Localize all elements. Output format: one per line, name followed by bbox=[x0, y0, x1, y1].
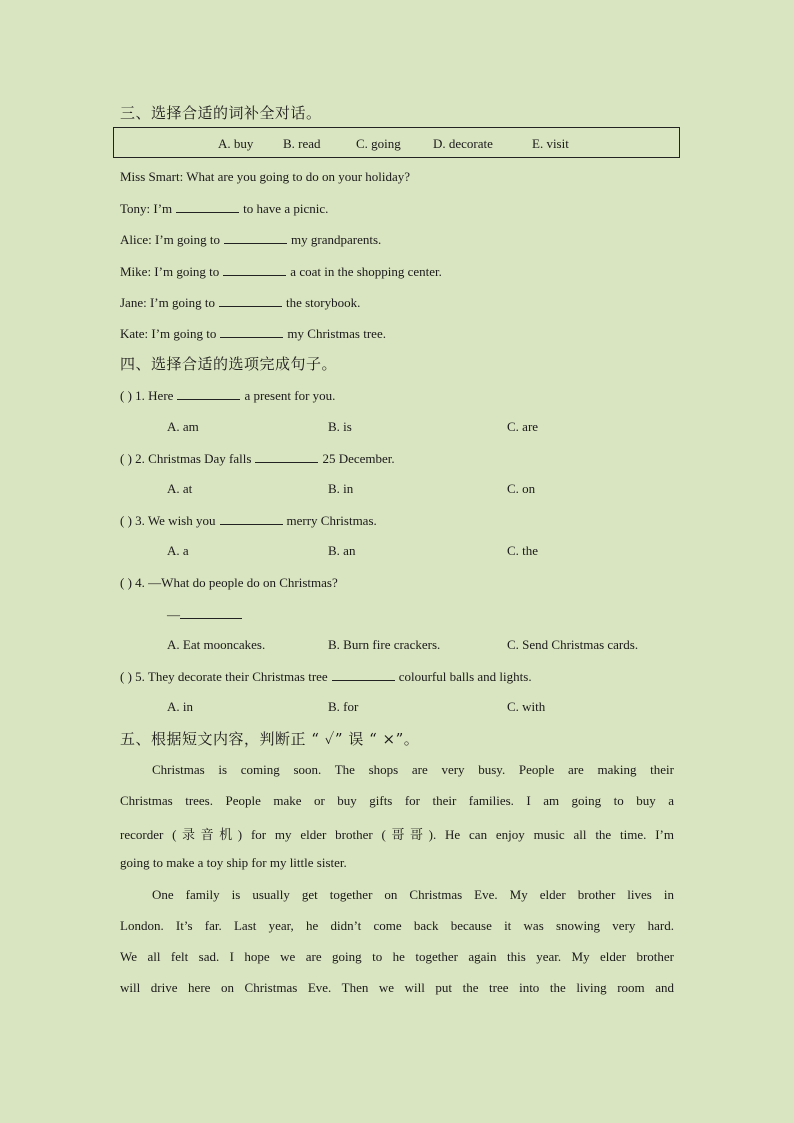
passage-line: One family is usually get together on Christmas Eve. My elder brother lives in bbox=[152, 887, 674, 902]
dialog-text: to have a picnic. bbox=[243, 201, 329, 216]
section-5-heading: 五、根据短文内容，判断正 “ ✓” 误 “ ×”。 bbox=[120, 730, 420, 748]
passage-line: recorder (录音机) for my elder brother (哥哥). He can enjoy music all the time. I’m bbox=[120, 827, 674, 842]
word-option: C. going bbox=[356, 136, 401, 151]
question-4 bbox=[120, 575, 338, 591]
answer-blank[interactable] bbox=[177, 387, 240, 400]
option-a[interactable]: A. at bbox=[167, 481, 193, 496]
question-3 bbox=[120, 512, 377, 529]
option-b[interactable]: B. an bbox=[328, 543, 356, 558]
question-stem: 4. —What do people do on Christmas? bbox=[135, 575, 338, 590]
dialog-line bbox=[120, 263, 442, 280]
dialog-text: my grandparents. bbox=[291, 232, 382, 247]
passage-line: We all felt sad. I hope we are going to he together again this year. My elder brother bbox=[120, 949, 674, 964]
option-c[interactable]: C. Send Christmas cards. bbox=[507, 637, 639, 652]
option-b[interactable]: B. Burn fire crackers. bbox=[328, 637, 441, 652]
dialog-text: Alice: I’m going to bbox=[120, 232, 221, 247]
section-4-heading: 四、选择合适的选项完成句子。 bbox=[120, 355, 338, 373]
dialog-text: the storybook. bbox=[285, 295, 361, 310]
option-b[interactable]: B. is bbox=[328, 419, 352, 434]
option-b[interactable]: B. in bbox=[328, 481, 354, 496]
question-2 bbox=[120, 450, 395, 467]
passage-line: going to make a toy ship for my little sister. bbox=[120, 855, 347, 870]
word-option: A. buy bbox=[218, 136, 254, 151]
answer-blank[interactable] bbox=[332, 668, 395, 681]
question-stem: 5. They decorate their Christmas tree bbox=[135, 669, 328, 684]
option-a[interactable]: A. Eat mooncakes. bbox=[167, 637, 266, 652]
dialog-text: Miss Smart: What are you going to do on your holiday? bbox=[120, 169, 411, 184]
option-c[interactable]: C. are bbox=[507, 419, 539, 434]
option-a[interactable]: A. in bbox=[167, 699, 193, 714]
answer-line bbox=[167, 606, 246, 623]
dialog-line bbox=[120, 231, 381, 248]
answer-blank[interactable] bbox=[180, 606, 242, 619]
question-5 bbox=[120, 668, 532, 685]
passage-line: London. It’s far. Last year, he didn’t come back because it was snowing very hard. bbox=[120, 918, 674, 933]
dialog-text: my Christmas tree. bbox=[287, 326, 386, 341]
dialog-line bbox=[120, 200, 328, 217]
question-1 bbox=[120, 387, 335, 404]
question-stem: colourful balls and lights. bbox=[398, 669, 532, 684]
option-a[interactable]: A. a bbox=[167, 543, 189, 558]
answer-blank[interactable] bbox=[219, 294, 282, 307]
answer-blank[interactable] bbox=[220, 325, 283, 338]
answer-parentheses[interactable]: ( ) bbox=[120, 669, 132, 684]
question-stem: a present for you. bbox=[244, 388, 336, 403]
answer-blank[interactable] bbox=[223, 263, 286, 276]
question-stem: 3. We wish you bbox=[135, 513, 216, 528]
section-3-heading: 三、选择合适的词补全对话。 bbox=[120, 104, 322, 122]
dialog-text: Tony: I’m bbox=[120, 201, 173, 216]
dialog-line bbox=[120, 325, 386, 342]
option-a[interactable]: A. am bbox=[167, 419, 199, 434]
answer-parentheses[interactable]: ( ) bbox=[120, 513, 132, 528]
answer-blank[interactable] bbox=[224, 231, 287, 244]
passage-line: Christmas trees. People make or buy gifts for their families. I am going to buy a bbox=[120, 793, 674, 808]
question-stem: 25 December. bbox=[322, 451, 395, 466]
answer-blank[interactable] bbox=[176, 200, 239, 213]
dialog-text: a coat in the shopping center. bbox=[290, 264, 442, 279]
option-c[interactable]: C. with bbox=[507, 699, 546, 714]
word-bank-box bbox=[113, 127, 680, 158]
dialog-line bbox=[120, 169, 410, 185]
option-c[interactable]: C. the bbox=[507, 543, 539, 558]
option-b[interactable]: B. for bbox=[328, 699, 359, 714]
dialog-text: Kate: I’m going to bbox=[120, 326, 217, 341]
answer-parentheses[interactable]: ( ) bbox=[120, 388, 132, 403]
word-option: D. decorate bbox=[433, 136, 493, 151]
word-option: E. visit bbox=[532, 136, 569, 151]
word-option: B. read bbox=[283, 136, 321, 151]
answer-parentheses[interactable]: ( ) bbox=[120, 575, 132, 590]
question-stem: merry Christmas. bbox=[286, 513, 377, 528]
answer-parentheses[interactable]: ( ) bbox=[120, 451, 132, 466]
option-c[interactable]: C. on bbox=[507, 481, 536, 496]
dialog-line bbox=[120, 294, 360, 311]
answer-blank[interactable] bbox=[255, 450, 318, 463]
question-stem: 2. Christmas Day falls bbox=[135, 451, 252, 466]
dialog-text: Mike: I’m going to bbox=[120, 264, 220, 279]
passage-line: will drive here on Christmas Eve. Then we will put the tree into the living room and bbox=[120, 980, 674, 995]
question-stem: 1. Here bbox=[135, 388, 174, 403]
dialog-text: Jane: I’m going to bbox=[120, 295, 215, 310]
passage-line: Christmas is coming soon. The shops are very busy. People are making their bbox=[152, 762, 674, 777]
answer-blank[interactable] bbox=[220, 512, 283, 525]
dash: — bbox=[167, 607, 180, 622]
